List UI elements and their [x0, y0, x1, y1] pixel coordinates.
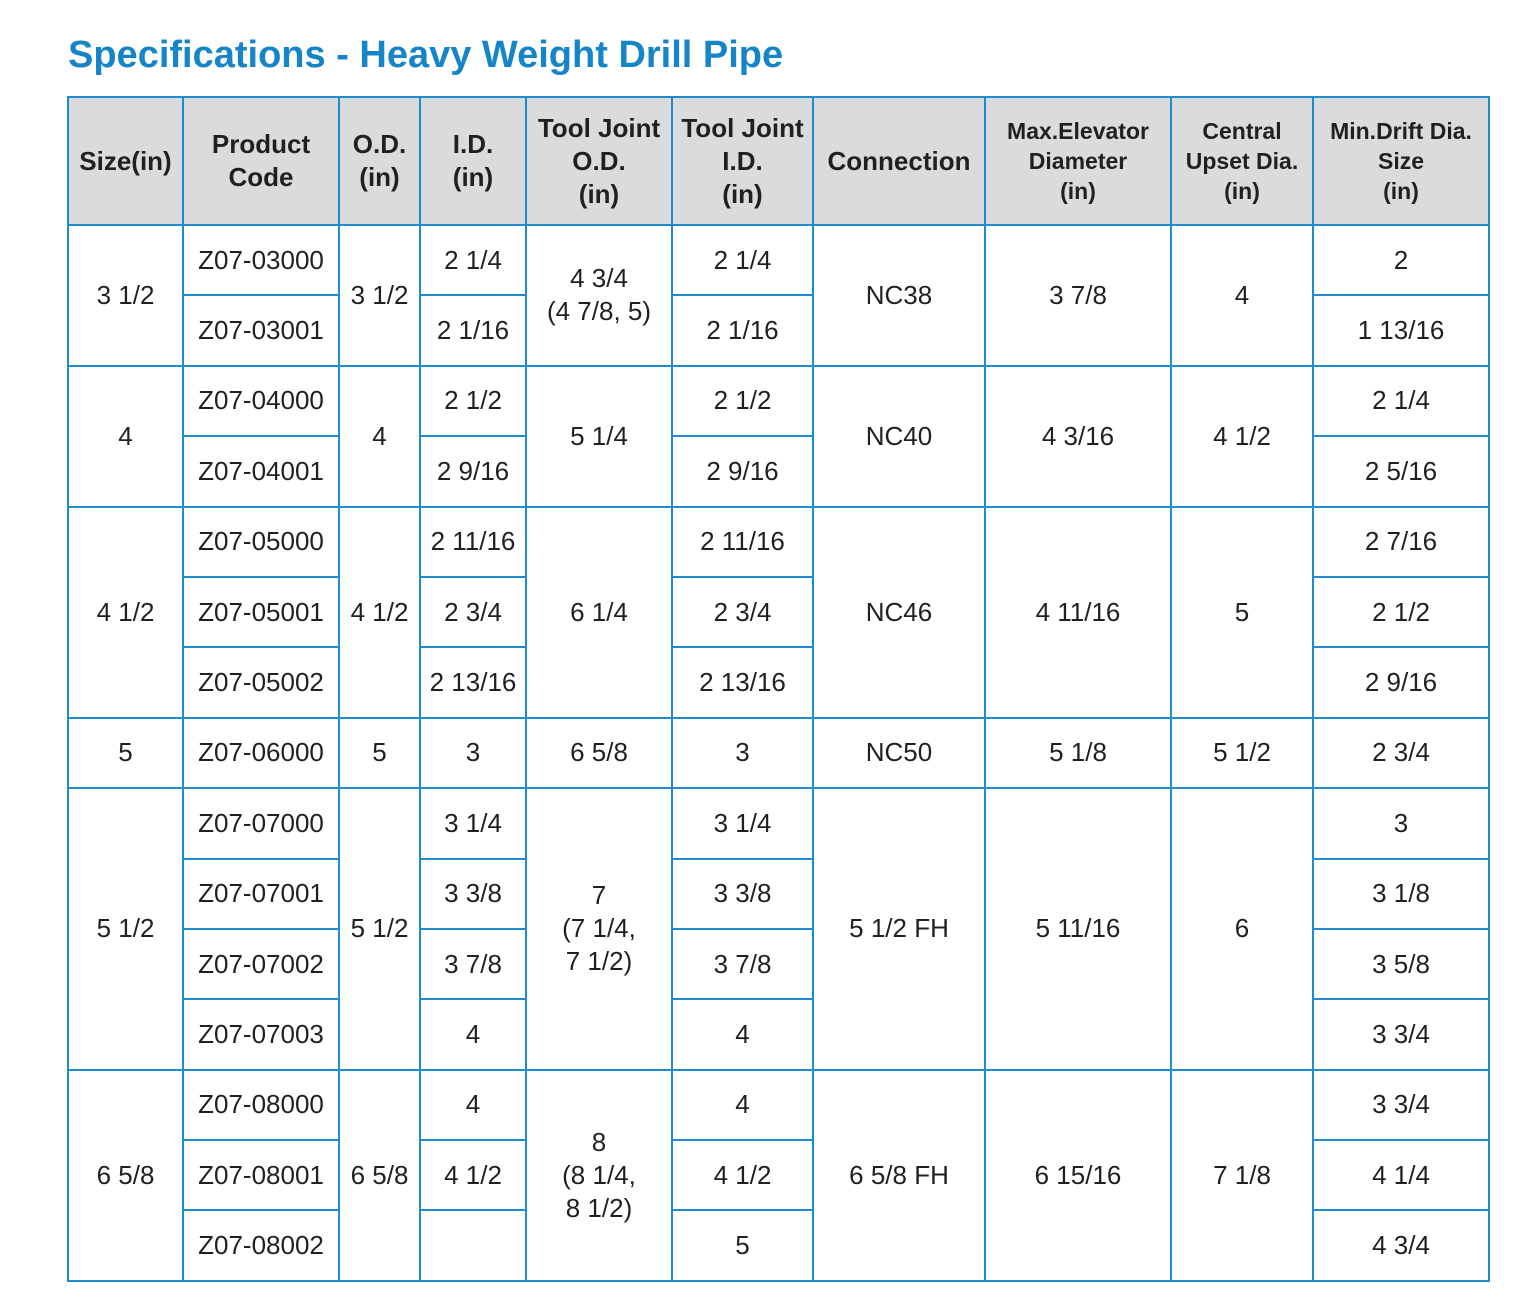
min-drift-cell: 3 3/4 [1313, 1070, 1489, 1140]
central-upset-cell: 4 [1171, 225, 1313, 366]
tool-joint-id-cell: 2 1/16 [672, 295, 813, 365]
min-drift-cell: 2 5/16 [1313, 436, 1489, 506]
specifications-table [67, 96, 1490, 1282]
page-title: Specifications - Heavy Weight Drill Pipe [68, 34, 784, 76]
size-cell: 5 1/2 [68, 788, 183, 1070]
tool-joint-id-cell: 2 13/16 [672, 647, 813, 717]
size-cell: 5 [68, 718, 183, 788]
table-row [68, 1070, 1489, 1140]
min-drift-cell: 2 1/2 [1313, 577, 1489, 647]
central-upset-cell: 4 1/2 [1171, 366, 1313, 507]
id-cell: 2 1/16 [420, 295, 526, 365]
od-cell: 5 1/2 [339, 788, 420, 1070]
id-cell: 2 13/16 [420, 647, 526, 717]
min-drift-cell: 4 3/4 [1313, 1210, 1489, 1280]
tool-joint-id-cell: 2 1/4 [672, 225, 813, 295]
id-cell: 3 [420, 718, 526, 788]
od-cell: 6 5/8 [339, 1070, 420, 1281]
connection-cell: NC38 [813, 225, 985, 366]
tool-joint-id-cell: 2 3/4 [672, 577, 813, 647]
central-upset-cell: 6 [1171, 788, 1313, 1070]
od-cell: 5 [339, 718, 420, 788]
min-drift-cell: 2 1/4 [1313, 366, 1489, 436]
min-drift-cell: 3 [1313, 788, 1489, 858]
product-code-cell: Z07-08002 [183, 1210, 339, 1280]
max-elevator-cell: 4 3/16 [985, 366, 1171, 507]
size-cell: 3 1/2 [68, 225, 183, 366]
min-drift-cell: 4 1/4 [1313, 1140, 1489, 1210]
min-drift-cell: 2 3/4 [1313, 718, 1489, 788]
product-code-cell: Z07-05002 [183, 647, 339, 717]
max-elevator-cell: 4 11/16 [985, 507, 1171, 718]
product-code-cell: Z07-07003 [183, 999, 339, 1069]
connection-cell: 6 5/8 FH [813, 1070, 985, 1281]
min-drift-cell: 2 9/16 [1313, 647, 1489, 717]
product-code-cell: Z07-06000 [183, 718, 339, 788]
connection-cell: NC50 [813, 718, 985, 788]
product-code-cell: Z07-07000 [183, 788, 339, 858]
tool-joint-od-cell: 8 (8 1/4, 8 1/2) [526, 1070, 672, 1281]
table-row [68, 507, 1489, 577]
product-code-cell: Z07-08000 [183, 1070, 339, 1140]
central-upset-cell: 5 1/2 [1171, 718, 1313, 788]
header-max-elevator: Max.Elevator Diameter (in) [985, 97, 1171, 225]
header-central-upset: Central Upset Dia. (in) [1171, 97, 1313, 225]
central-upset-cell: 5 [1171, 507, 1313, 718]
size-cell: 6 5/8 [68, 1070, 183, 1281]
size-cell: 4 1/2 [68, 507, 183, 718]
min-drift-cell: 3 5/8 [1313, 929, 1489, 999]
connection-cell: 5 1/2 FH [813, 788, 985, 1070]
header-row [68, 97, 1489, 225]
connection-cell: NC40 [813, 366, 985, 507]
od-cell: 3 1/2 [339, 225, 420, 366]
min-drift-cell: 2 7/16 [1313, 507, 1489, 577]
product-code-cell: Z07-04000 [183, 366, 339, 436]
connection-cell: NC46 [813, 507, 985, 718]
min-drift-cell: 3 1/8 [1313, 859, 1489, 929]
min-drift-cell: 3 3/4 [1313, 999, 1489, 1069]
id-cell: 4 [420, 1070, 526, 1140]
id-cell: 3 7/8 [420, 929, 526, 999]
tool-joint-id-cell: 4 [672, 999, 813, 1069]
product-code-cell: Z07-08001 [183, 1140, 339, 1210]
max-elevator-cell: 3 7/8 [985, 225, 1171, 366]
id-cell [420, 1210, 526, 1280]
max-elevator-cell: 5 11/16 [985, 788, 1171, 1070]
header-connection: Connection [813, 97, 985, 225]
max-elevator-cell: 5 1/8 [985, 718, 1171, 788]
header-tool-joint-od: Tool Joint O.D. (in) [526, 97, 672, 225]
header-product-code: Product Code [183, 97, 339, 225]
tool-joint-od-cell: 6 5/8 [526, 718, 672, 788]
table-row [68, 788, 1489, 858]
product-code-cell: Z07-03001 [183, 295, 339, 365]
tool-joint-od-cell: 5 1/4 [526, 366, 672, 507]
table-row [68, 225, 1489, 295]
header-size: Size(in) [68, 97, 183, 225]
od-cell: 4 [339, 366, 420, 507]
header-min-drift: Min.Drift Dia. Size (in) [1313, 97, 1489, 225]
id-cell: 2 9/16 [420, 436, 526, 506]
id-cell: 2 1/4 [420, 225, 526, 295]
tool-joint-id-cell: 5 [672, 1210, 813, 1280]
id-cell: 3 1/4 [420, 788, 526, 858]
product-code-cell: Z07-07001 [183, 859, 339, 929]
tool-joint-id-cell: 3 7/8 [672, 929, 813, 999]
table-row [68, 366, 1489, 436]
tool-joint-id-cell: 4 1/2 [672, 1140, 813, 1210]
product-code-cell: Z07-05000 [183, 507, 339, 577]
tool-joint-id-cell: 3 [672, 718, 813, 788]
id-cell: 4 1/2 [420, 1140, 526, 1210]
central-upset-cell: 7 1/8 [1171, 1070, 1313, 1281]
product-code-cell: Z07-03000 [183, 225, 339, 295]
tool-joint-id-cell: 3 1/4 [672, 788, 813, 858]
product-code-cell: Z07-05001 [183, 577, 339, 647]
header-id: I.D. (in) [420, 97, 526, 225]
product-code-cell: Z07-04001 [183, 436, 339, 506]
header-od: O.D. (in) [339, 97, 420, 225]
size-cell: 4 [68, 366, 183, 507]
id-cell: 2 11/16 [420, 507, 526, 577]
od-cell: 4 1/2 [339, 507, 420, 718]
id-cell: 2 3/4 [420, 577, 526, 647]
tool-joint-id-cell: 3 3/8 [672, 859, 813, 929]
id-cell: 2 1/2 [420, 366, 526, 436]
max-elevator-cell: 6 15/16 [985, 1070, 1171, 1281]
tool-joint-id-cell: 2 9/16 [672, 436, 813, 506]
tool-joint-id-cell: 2 11/16 [672, 507, 813, 577]
table-body [68, 225, 1489, 1281]
min-drift-cell: 2 [1313, 225, 1489, 295]
product-code-cell: Z07-07002 [183, 929, 339, 999]
tool-joint-od-cell: 7 (7 1/4, 7 1/2) [526, 788, 672, 1070]
id-cell: 3 3/8 [420, 859, 526, 929]
tool-joint-od-cell: 6 1/4 [526, 507, 672, 718]
min-drift-cell: 1 13/16 [1313, 295, 1489, 365]
tool-joint-id-cell: 2 1/2 [672, 366, 813, 436]
tool-joint-od-cell: 4 3/4 (4 7/8, 5) [526, 225, 672, 366]
header-tool-joint-id: Tool Joint I.D. (in) [672, 97, 813, 225]
tool-joint-id-cell: 4 [672, 1070, 813, 1140]
id-cell: 4 [420, 999, 526, 1069]
table-row [68, 718, 1489, 788]
